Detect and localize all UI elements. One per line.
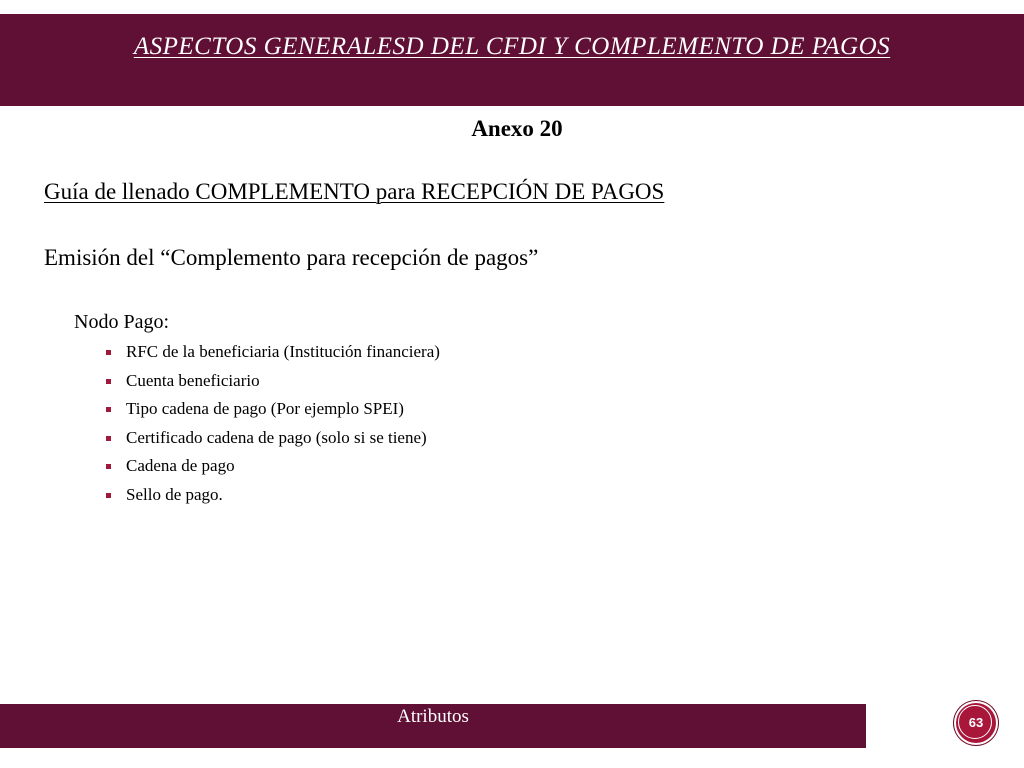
list-item <box>106 397 440 426</box>
square-bullet-icon <box>106 379 111 384</box>
slide-title: ASPECTOS GENERALESD DEL CFDI Y COMPLEMENTO DE PAGOS <box>133 33 891 60</box>
square-bullet-icon <box>106 464 111 469</box>
page-number-badge <box>954 701 998 745</box>
list-item-text: Certificado cadena de pago (solo si se tiene) <box>126 427 427 447</box>
list-item <box>106 426 440 455</box>
list-item-text: Sello de pago. <box>126 484 223 504</box>
list-item-text: Cadena de pago <box>126 456 235 476</box>
footer-label: Atributos <box>397 706 469 727</box>
list-item-text: Cuenta beneficiario <box>126 370 260 390</box>
guide-title: Guía de llenado COMPLEMENTO para RECEPCIÓN DE PAGOS <box>44 179 665 204</box>
node-label: Nodo Pago: <box>74 311 169 333</box>
square-bullet-icon <box>106 350 111 355</box>
list-item <box>106 454 440 483</box>
attribute-list <box>106 340 440 512</box>
square-bullet-icon <box>106 407 111 412</box>
square-bullet-icon <box>106 493 111 498</box>
emission-heading: Emisión del “Complemento para recepción de pagos” <box>44 245 539 270</box>
list-item <box>106 369 440 398</box>
page-number: 63 <box>968 715 984 730</box>
annex-heading: Anexo 20 <box>471 116 563 141</box>
list-item <box>106 340 440 369</box>
square-bullet-icon <box>106 436 111 441</box>
list-item <box>106 483 440 512</box>
list-item-text: RFC de la beneficiaria (Institución financiera) <box>126 342 440 361</box>
list-item-text: Tipo cadena de pago (Por ejemplo SPEI) <box>126 399 404 419</box>
